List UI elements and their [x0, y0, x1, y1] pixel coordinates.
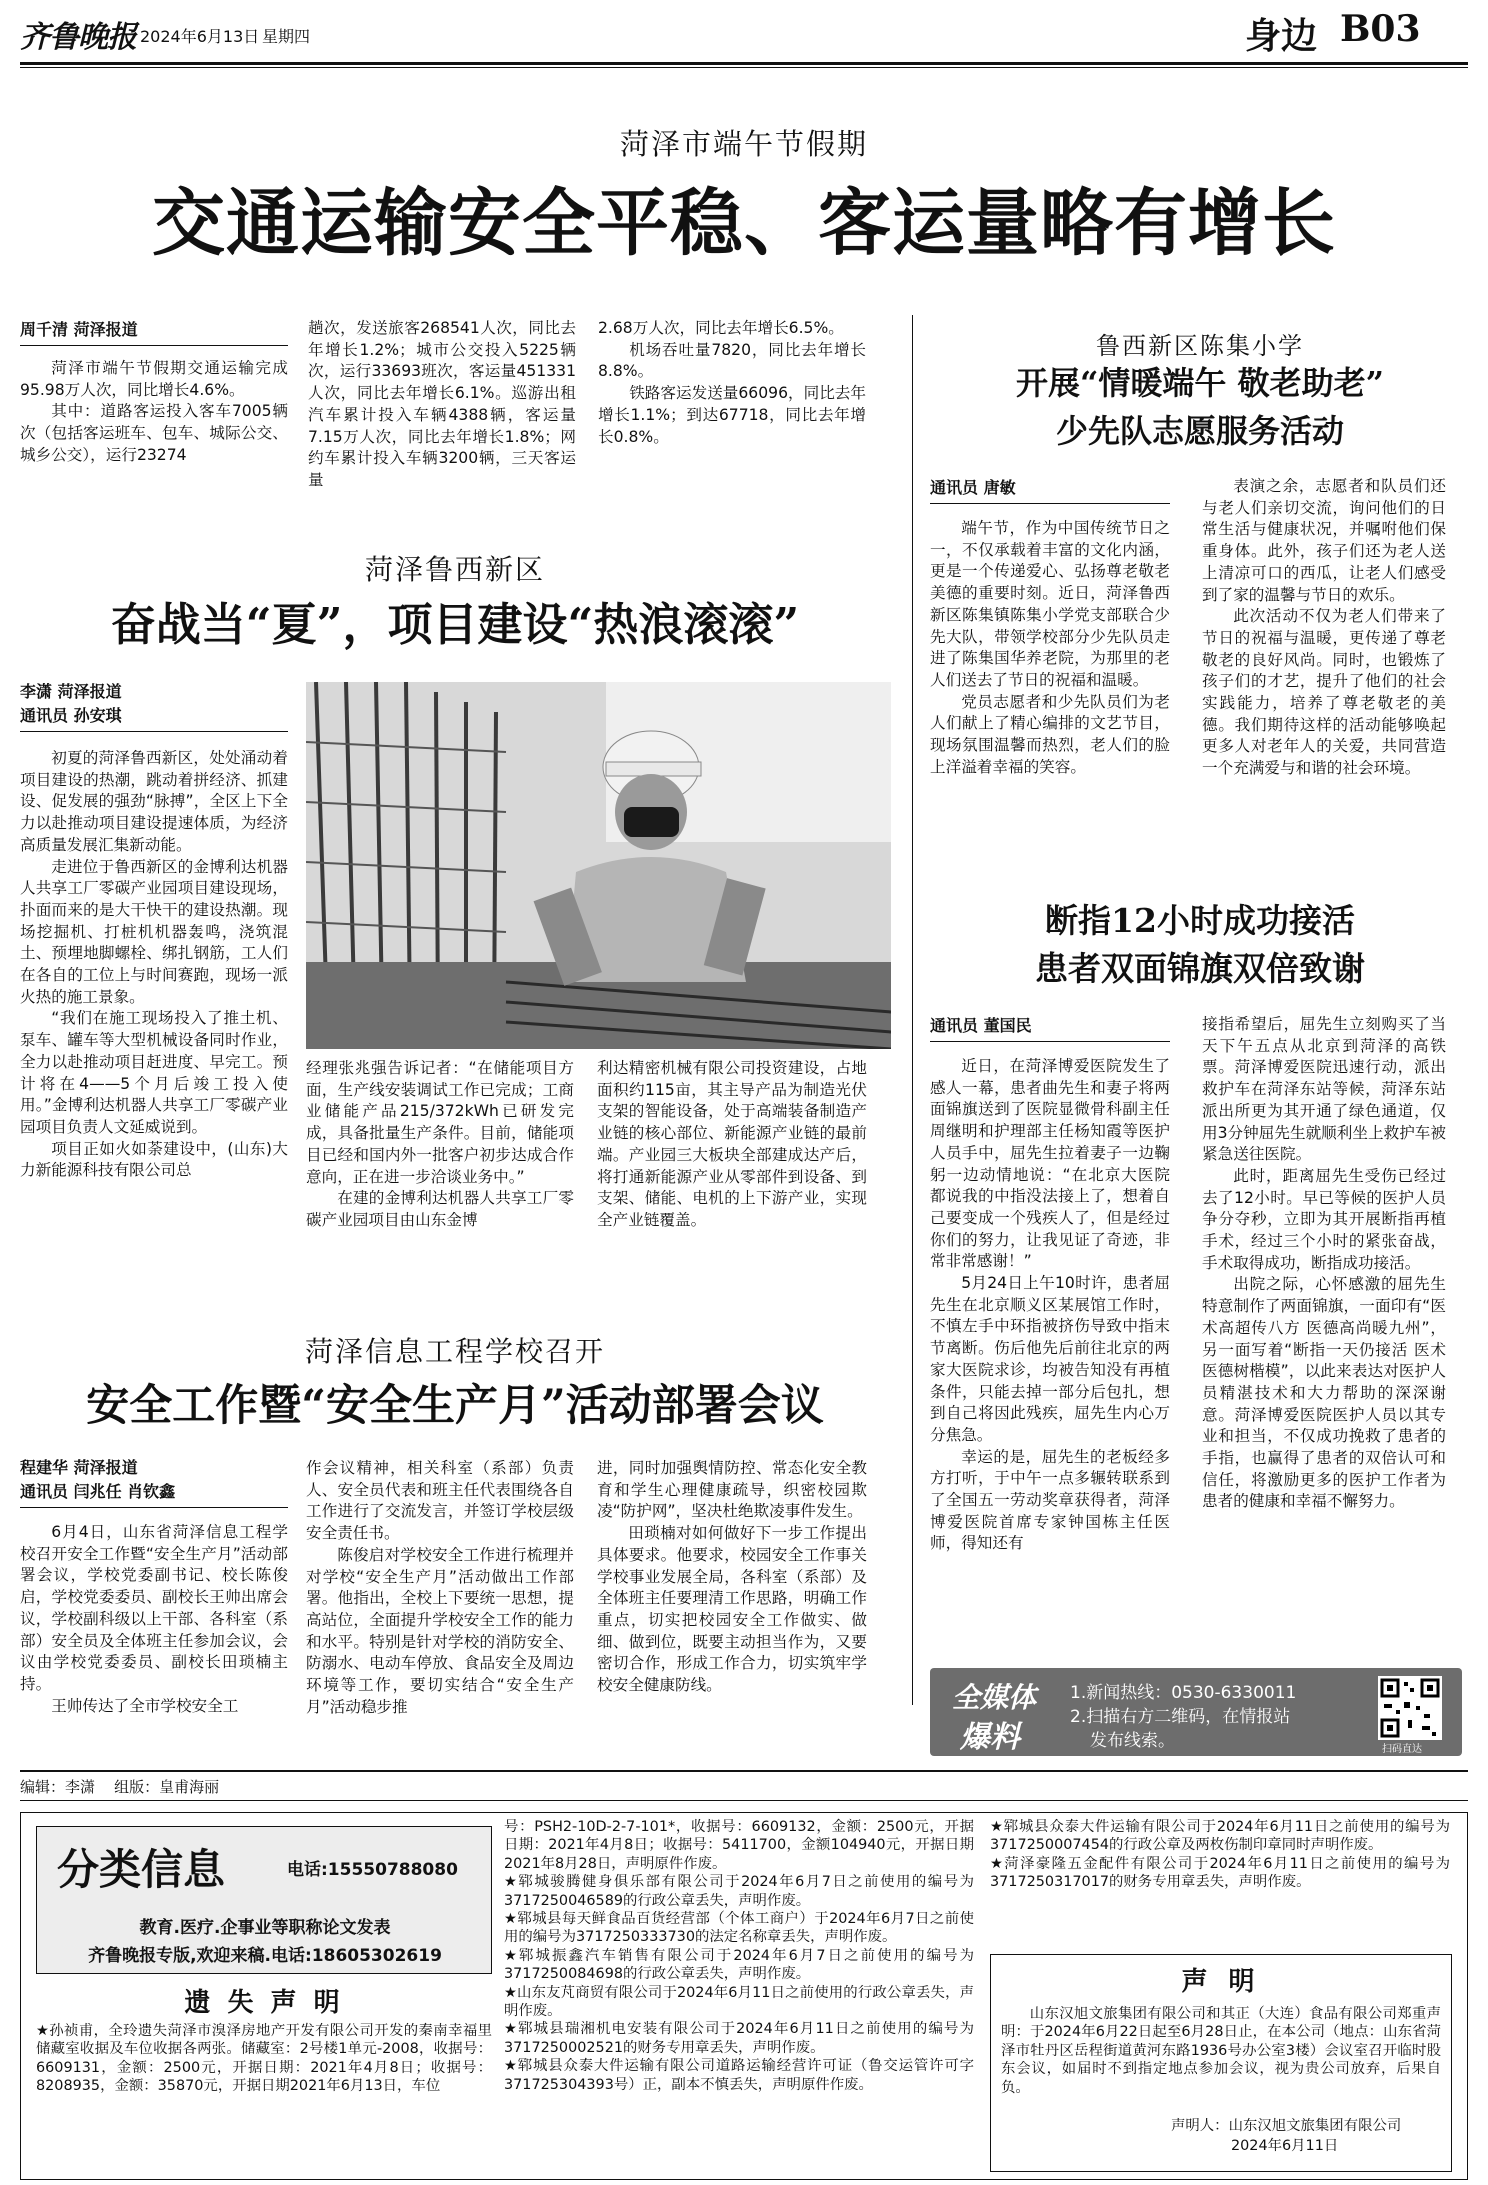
- finger-col-1: [930, 1056, 1170, 1555]
- xiaoxue-col-1: [930, 518, 1170, 778]
- paragraph: 此次活动不仅为老人们带来了节日的祝福与温暖，更传递了尊老敬老的良好风尚。同时，也锻炼了孩子们的才艺，提升了他们的社会实践能力，培养了尊老敬老的美德。我们期待这样的活动能够唤起更多人对老年人的关爱，共同营造一个充满爱与和谐的社会环境。: [1202, 607, 1446, 778]
- paragraph: 接指希望后，屈先生立刻购买了当天下午五点从北京到菏泽的高铁票。菏泽博爱医院迅速行动，派出救护车在菏泽东站等候，菏泽东站派出所更为其开通了绿色通道，仅用3分钟屈先生就顺利坐上救护车被紧急送往医院。: [1202, 1015, 1446, 1164]
- school-col-2: [306, 1458, 574, 1718]
- construction-photo: [306, 682, 891, 1049]
- banner-logo-2: 爆料: [960, 1720, 1020, 1755]
- lost-notice-1: ★孙祯甫，全玲遗失菏泽市溴泽房地产开发有限公司开发的秦南幸福里储藏室收据及车位收据各两张。储藏室：2号楼1单元-2008，收据号：6609131，金额：2500元，开据日期：2021年4月8日；收据号：8208935，金额：35870元，开据日期2021年6月13日，车位: [36, 2023, 492, 2095]
- editor-credit: 编辑：李潇 组版：皇甫海丽: [20, 1778, 220, 1796]
- luxi-col-3: [597, 1058, 867, 1232]
- classified-sub-1: 教育.医疗.企事业等职称论文发表: [139, 1918, 391, 1938]
- finger-byline: 通讯员 董国民: [930, 1014, 1170, 1042]
- paragraph: 出院之际，心怀感激的屈先生特意制作了两面锦旗，一面印有“医术高超传八方 医德高尚暖九州”，另一面写着“断指一天仍接活 医术医德树楷模”，以此来表达对医护人员精湛技术和大力帮助的深深谢意。菏泽博爱医院医护人员以其专业和担当，不仅成功挽救了患者的手指，也赢得了患者的双倍认可和信任，将激励更多的医护工作者为患者的健康和幸福不懈努力。: [1202, 1275, 1446, 1511]
- paragraph: 利达精密机械有限公司投资建设，占地面积约115亩，其主导产品为制造光伏支架的智能设备，处于高端装备制造产业链的核心部位、新能源产业链的最前端。产业园三大板块全部建成达产后，将打通新能源产业从零部件到设备、到支架、储能、电机的上下游产业，实现全产业链覆盖。: [597, 1059, 867, 1229]
- paragraph: 田琐楠对如何做好下一步工作提出具体要求。他要求，校园安全工作事关学校事业发展全局，各科室（系部）及全体班主任要理清工作思路，明确工作重点，切实把校园安全工作做实、做细、做到位，既要主动担当作为，又要密切合作，形成工作合力，切实筑牢学校安全健康防线。: [597, 1524, 867, 1695]
- paragraph: “我们在施工现场投入了推土机、泵车、罐车等大型机械设备同时作业，全力以赴推动项目赶进度、早完工。预计将在4——5个月后竣工投入使用。”金博利达机器人共享工厂零碳产业园项目负责人文延威说到。: [20, 1009, 288, 1136]
- notice: 号：PSH2-10D-2-7-101*，收据号：6609132，金额：2500元，开据日期：2021年4月8日；收据号：5411700，金额104940元，开据日期2021年8月28日，声明原件作废。: [504, 1819, 974, 1872]
- paragraph: 王帅传达了全市学校安全工: [51, 1696, 239, 1715]
- construction-photo-art: [306, 682, 891, 1049]
- classified-title: 分类信息: [57, 1845, 226, 1894]
- paragraph: 趟次，发送旅客268541人次，同比去年增长1.2%；城市公交投入5225辆次，运行33693班次，客运量451331人次，同比去年增长6.1%。巡游出租汽车累计投入车辆4388辆，客运量7.15万人次，同比去年增长1.8%；网约车累计投入车辆3200辆，三天客运量: [308, 319, 576, 489]
- footer-rule-2: [20, 1800, 1468, 1801]
- footer-rule: [20, 1770, 1468, 1772]
- banner-line-3: 发布线索。: [1090, 1731, 1175, 1751]
- luxi-byline-2: 通讯员 孙安琪: [20, 704, 288, 732]
- statement-signer: 声明人：山东汉旭文旅集团有限公司: [1171, 2118, 1402, 2134]
- paragraph: 6月4日，山东省菏泽信息工程学校召开安全工作暨“安全生产月”活动部署会议，学校党委副书记、校长陈俊启，学校党委委员、副校长王帅出席会议，学校副科级以上干部、各科室（系部）安全员及全体班主任参加会议，会议由学校党委委员、副校长田琐楠主持。: [20, 1523, 288, 1693]
- statement-date: 2024年6月11日: [1231, 2138, 1339, 2154]
- lost-title: 遗 失 声 明: [184, 1988, 344, 2018]
- finger-headline-2: 患者双面锦旗双倍致谢: [1035, 949, 1365, 988]
- banner-logo-1: 全媒体: [952, 1681, 1037, 1714]
- classified-right-col: [990, 1818, 1450, 1892]
- notice: ★郓城县瑞湘机电安装有限公司于2024年6月11日之前使用的编号为371725000252​1的财务专用章丢失，声明作废。: [504, 2021, 974, 2056]
- paragraph: 5月24日上午10时许，患者屈先生在北京顺义区某展馆工作时，不慎左手中环指被挤伤导致中指末节离断。伤后他先后前往北京的两家大医院求诊，均被告知没有再植条件，只能去掉一部分后包扎，想到自己将因此残疾，屈先生内心万分焦急。: [930, 1274, 1170, 1444]
- luxi-col-2: [306, 1058, 574, 1232]
- luxi-kicker: 菏泽鲁西新区: [364, 553, 545, 586]
- school-headline: 安全工作暨“安全生产月”活动部署会议: [86, 1381, 824, 1431]
- masthead-rule: [20, 62, 1468, 65]
- paragraph: 此时，距离屈先生受伤已经过去了12小时。早已等候的医护人员争分夺秒，立即为其开展断指再植手术，经过三个小时的紧张奋战，手术取得成功，断指成功接活。: [1202, 1166, 1446, 1272]
- paragraph: 机场吞吐量7820，同比去年增长8.8%。: [598, 340, 866, 381]
- xiaoxue-headline-2: 少先队志愿服务活动: [1055, 412, 1344, 450]
- paragraph: 铁路客运发送量66096，同比去年增长1.1%；到达67718，同比去年增长0.8%。: [598, 384, 866, 446]
- statement-title: 声 明: [1181, 1967, 1261, 1997]
- classified-phone: 电话:15550788080: [287, 1860, 458, 1880]
- masthead: [0, 0, 1488, 62]
- qr-code-art: [1378, 1676, 1442, 1740]
- paragraph: 作会议精神，相关科室（系部）负责人、安全员代表和班主任代表围绕各自工作进行了交流发言，并签订学校层级安全责任书。: [306, 1459, 574, 1543]
- school-kicker: 菏泽信息工程学校召开: [304, 1335, 605, 1368]
- classified-mid-col: [504, 1818, 974, 2094]
- lead-kicker: 菏泽市端午节假期: [619, 127, 868, 161]
- paragraph: 端午节，作为中国传统节日之一，不仅承载着丰富的文化内涵，更是一个传递爱心、弘扬尊老敬老美德的重要时刻。近日，菏泽鲁西新区陈集镇陈集小学党支部联合少先大队，带领学校部分少先队员走进了陈集国华养老院，为那里的老人们送去了节日的祝福和温暖。: [930, 519, 1170, 689]
- paragraph: 近日，在菏泽博爱医院发生了感人一幕，患者曲先生和妻子将两面锦旗送到了医院显微骨科副主任周继明和护理部主任杨知霞等医护人员手中，屈先生拉着妻子一边鞠躬一边动情地说：“在北京大医院都说我的中指没法接上了，想着自己要变成一个残疾人了，但是经过你们的努力，让我见证了奇迹，非常非常感谢！”: [930, 1057, 1170, 1271]
- notice: ★郓城骏腾健身俱乐部有限公司于2024年6月7日之前使用的编号为371725004658​9的行政公章丢失，声明作废。: [504, 1874, 974, 1909]
- statement-box: [990, 1954, 1452, 2172]
- lead-col-1: [20, 358, 288, 467]
- paragraph: 其中：道路客运投入客车7005辆次（包括客运班车、包车、城际公交、城乡公交），运行23274: [20, 402, 288, 464]
- lead-col-2: [308, 318, 576, 492]
- notice: ★郓城振鑫汽车销售有限公司于2024年6月7日之前使用的编号为371725008469​8的行政公章丢失，声明作废。: [504, 1947, 974, 1983]
- page-number: B03: [1340, 8, 1421, 50]
- banner-line-2: 2.扫描右方二维码，在情报站: [1070, 1707, 1291, 1727]
- paragraph: 幸运的是，屈先生的老板经多方打听，于中午一点多辗转联系到了全国五一劳动奖章获得者，菏泽博爱医院首席专家钟国栋主任医师，得知还有: [930, 1447, 1170, 1553]
- column-divider: [912, 315, 913, 1705]
- xiaoxue-kicker: 鲁西新区陈集小学: [1096, 332, 1304, 360]
- school-byline-1: 程建华 菏泽报道: [20, 1458, 138, 1477]
- lead-col-3: [598, 318, 866, 448]
- school-col-3: [597, 1458, 867, 1697]
- notice: ★郓城县每天鲜食品百货经营部（个体工商户）于2024年6月7日之前使用的编号为371725033373​0的法定名称章丢失，声明作废。: [504, 1911, 974, 1946]
- luxi-headline: 奋战当“夏”，项目建设“热浪滚滚”: [110, 598, 800, 651]
- school-byline-2: 通讯员 闫兆任 肖钦鑫: [20, 1480, 288, 1508]
- notice: ★郓城县众泰大件运输有限公司道路运输经营许可证（鲁交运管许可字371725304393号）正，副本不慎丢失，声明原件作废。: [504, 2058, 974, 2093]
- classified-header: [36, 1826, 492, 1974]
- notice: ★山东友芃商贸有限公司于2024年6月11日之前使用的行政公章丢失，声明作废。: [504, 1984, 974, 2020]
- finger-col-2: [1202, 1014, 1446, 1513]
- luxi-col-1: [20, 748, 288, 1182]
- classified-sub-2: 齐鲁晚报专版,欢迎来稿.电话:18605302619: [88, 1946, 442, 1966]
- xiaoxue-headline-1: 开展“情暖端午 敬老助老”: [1016, 364, 1384, 402]
- qr-code-icon[interactable]: [1378, 1676, 1442, 1740]
- qr-label: 扫码直达: [1382, 1744, 1422, 1755]
- masthead-weekday: 星期四: [262, 27, 311, 46]
- lead-byline: 周千清 菏泽报道: [20, 318, 288, 346]
- notice: ★郓城县众泰大件运输有限公司于2024年6月11日之前使用的编号为371725000745​4的行政公章及两枚伤制印章同时声明作废。: [990, 1819, 1450, 1854]
- paragraph: 2.68万人次，同比去年增长6.5%。: [598, 319, 844, 337]
- masthead-date: 2024年6月13日: [140, 27, 260, 46]
- paragraph: 在建的金博利达机器人共享工厂零碳产业园项目由山东金博: [306, 1189, 574, 1229]
- paragraph: 菏泽市端午节假期交通运输完成95.98万人次，同比增长4.6%。: [20, 359, 288, 399]
- paragraph: 项目正如火如荼建设中，(山东)大力新能源科技有限公司总: [20, 1139, 288, 1180]
- paragraph: 进，同时加强舆情防控、常态化安全教育和学生心理健康疏导，织密校园欺凌“防护网”，坚决杜绝欺凌事件发生。: [597, 1459, 867, 1521]
- paragraph: 初夏的菏泽鲁西新区，处处涌动着项目建设的热潮，跳动着拼经济、抓建设、促发展的强劲“脉搏”，全区上下全力以赴推动项目建设提速体质，为经济高质量发展汇集新动能。: [20, 749, 288, 854]
- paragraph: 陈俊启对学校安全工作进行梳理并对学校“安全生产月”活动做出工作部署。他指出，全校上下要统一思想，提高站位，全面提升学校安全工作的能力和水平。特别是针对学校的消防安全、防溺水、电动车停放、食品安全及周边环境等工作，要切实结合“安全生产月”活动稳步推: [306, 1545, 574, 1716]
- newspaper-logo: 齐鲁晚报: [20, 20, 136, 55]
- lead-headline: 交通运输安全平稳、客运量略有增长: [152, 180, 1336, 266]
- banner-line-1: 1.新闻热线：0530-6330011: [1070, 1683, 1297, 1703]
- section-name: 身边: [1245, 15, 1318, 57]
- xiaoxue-byline: 通讯员 唐敏: [930, 476, 1170, 504]
- paragraph: 表演之余，志愿者和队员们还与老人们亲切交流，询问他们的日常生活与健康状况，并嘱咐他们保重身体。此外，孩子们还为老人送上清凉可口的西瓜，让老人们感受到了家的温馨与节日的欢乐。: [1202, 477, 1446, 604]
- notice: ★菏泽豪隆五金配件有限公司于2024年6月11日之前使用的编号为371725031701​7的财务专用章丢失，声明作废。: [990, 1855, 1450, 1891]
- finger-headline-1: 断指12小时成功接活: [1045, 901, 1355, 940]
- statement-body: 山东汉旭文旅集团有限公司和其正（大连）食品有限公司郑重声明：于2024年6月22日起至6月28日止，在本公司（地点：山东省菏泽市牡丹区岳程街道黄河东路1936号办公室3楼）会议室召开临时股东会议，如届时不到指定地点参加会议，视为贵公司放弃，后果自负。: [1001, 2006, 1441, 2096]
- masthead-rule-thin: [20, 67, 1468, 68]
- paragraph: 党员志愿者和少先队员们为老人们献上了精心编排的文艺节目，现场氛围温馨而热烈，老人们的脸上洋溢着幸福的笑容。: [930, 692, 1170, 776]
- school-col-1: [20, 1522, 288, 1717]
- xiaoxue-col-2: [1202, 476, 1446, 780]
- tip-banner: [930, 1668, 1462, 1756]
- paragraph: 经理张兆强告诉记者：“在储能项目方面，生产线安装调试工作已完成；工商业储能产品215/372kWh已研发完成，具备批量生产条件。目前，储能项目已经和国内外一批客户初步达成合作意向，正在进一步洽谈业务中。”: [306, 1059, 574, 1186]
- paragraph: 走进位于鲁西新区的金博利达机器人共享工厂零碳产业园项目建设现场，扑面而来的是大干快干的建设热潮。现场挖掘机、打桩机机器轰鸣，浇筑混土、预埋地脚螺栓、绑扎钢筋，工人们在各自的工位上与时间赛跑，现场一派火热的施工景象。: [20, 857, 288, 1006]
- luxi-byline-1: 李潇 菏泽报道: [20, 682, 122, 701]
